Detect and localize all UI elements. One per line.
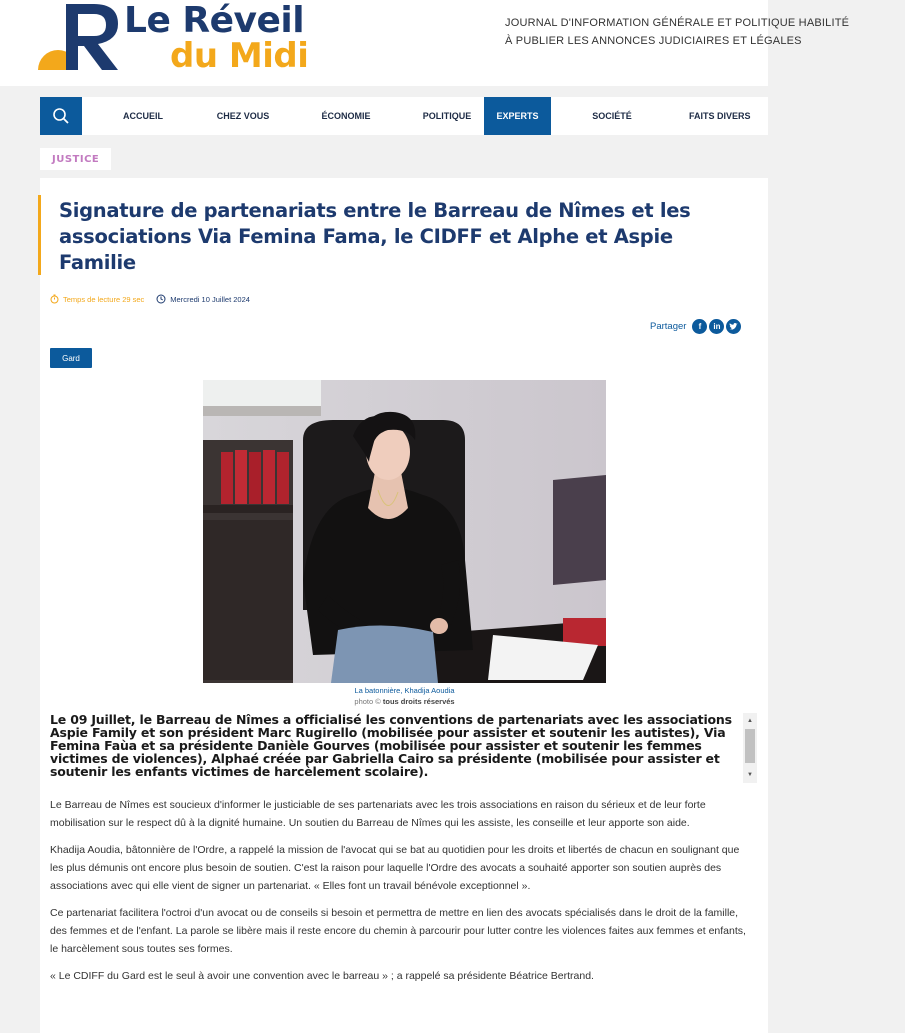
- logo-mark-icon: [38, 0, 128, 76]
- title-accent-bar: [38, 195, 41, 275]
- nav-item-chez-vous[interactable]: CHEZ VOUS: [216, 111, 270, 121]
- main-nav: [40, 97, 768, 135]
- scroll-thumb[interactable]: [745, 729, 755, 763]
- stopwatch-icon: [50, 294, 59, 304]
- search-icon: [52, 107, 70, 125]
- nav-item-experts[interactable]: EXPERTS: [484, 97, 551, 135]
- search-button[interactable]: [40, 97, 82, 135]
- scroll-up-icon[interactable]: ▲: [747, 718, 753, 724]
- photo-credit: [203, 697, 606, 706]
- twitter-share-icon[interactable]: [726, 319, 741, 334]
- body-paragraph: « Le CDIFF du Gard est le seul à avoir une convention avec le barreau » ; a rappelé sa présidente Béatrice Bertrand.: [50, 970, 594, 982]
- nav-item-societe[interactable]: SOCIÉTÉ: [592, 111, 632, 121]
- photo-caption: La batonnière, Khadija Aoudia: [354, 686, 455, 695]
- nav-item-economie[interactable]: ÉCONOMIE: [321, 111, 371, 121]
- site-header: [0, 0, 850, 86]
- linkedin-share-icon[interactable]: in: [709, 319, 724, 334]
- logo-text-line2: du Midi: [170, 36, 309, 76]
- photo-illustration: [203, 380, 606, 683]
- site-tagline: [505, 14, 905, 50]
- site-logo[interactable]: [38, 0, 308, 80]
- lead-scrollbar[interactable]: [743, 713, 757, 783]
- region-tag-button[interactable]: Gard: [50, 348, 92, 368]
- body-paragraph: Khadija Aoudia, bâtonnière de l'Ordre, a rappelé la mission de l'avocat qui se bat au quotidien pour les droits et libertés de chacun en soulignant que les plus démunis ont encore plus besoin de soutien. C'est la raison pour laquelle l'Ordre des avocats a souhaité apporter son soutien auprès des associations avec qui elle vient de signer un partenariat. « Elles font un travail bénévole exceptionnel ».: [50, 844, 740, 892]
- tagline-line2: À PUBLIER LES ANNONCES JUDICIAIRES ET LÉGALES: [505, 35, 802, 47]
- share-bar: [650, 319, 741, 334]
- article-photo: [203, 380, 606, 683]
- photo-credit-prefix: photo ©: [354, 697, 381, 706]
- share-label: Partager: [650, 321, 687, 332]
- nav-item-accueil[interactable]: ACCUEIL: [123, 111, 163, 121]
- scroll-down-icon[interactable]: ▼: [747, 772, 753, 778]
- article-body: [50, 796, 750, 994]
- reading-time: Temps de lecture 29 sec: [63, 294, 145, 304]
- body-paragraph: Le Barreau de Nîmes est soucieux d'informer le justiciable de ses partenariats avec les trois associations en raison du sérieux et de leur forte mobilisation sur le respect dû à la dignité humaine. Un soutien du Barreau de Nîmes qui les assiste, les conseille et leur apporte son aide.: [50, 799, 706, 829]
- category-tag[interactable]: JUSTICE: [40, 148, 111, 170]
- nav-item-faits-divers[interactable]: FAITS DIVERS: [689, 111, 751, 121]
- facebook-share-icon[interactable]: f: [692, 319, 707, 334]
- photo-credit-text: tous droits réservés: [382, 697, 455, 706]
- body-paragraph: Ce partenariat facilitera l'octroi d'un avocat ou de conseils si besoin et permettra de mettre en lien des avocats spécialisés dans le droit de la famille, des femmes et de l'enfant. La parole se libère mais il reste encore du chemin à parcourir pour lutter contre les violences faites aux femmes et enfants, le harcèlement sous toutes ses formes.: [50, 907, 746, 955]
- article-meta: [50, 294, 250, 304]
- article-lead: Le 09 Juillet, le Barreau de Nîmes a officialisé les conventions de partenariats avec les associations Aspie Family et son président Marc Rugirello (mobilisée pour assister et soutenir les autistes), Via Femina Faùa et sa présidente Danièle Gourves (mobilisée pour assister et soutenir les femmes victimes de violences), Alphaé créée par Gabriella Cairo sa présidente (mobilisée pour assister et soutenir les enfants victimes de harcèlement scolaire).: [50, 712, 732, 779]
- lead-scroll-box[interactable]: [50, 713, 758, 783]
- nav-item-politique[interactable]: POLITIQUE: [422, 111, 472, 121]
- publish-date: Mercredi 10 Juillet 2024: [170, 294, 250, 304]
- tagline-line1: JOURNAL D'INFORMATION GÉNÉRALE ET POLITIQUE HABILITÉ: [505, 17, 850, 29]
- article-title: Signature de partenariats entre le Barreau de Nîmes et les associations Via Femina Fama, le CIDFF et Alphe et Aspie Familie: [59, 199, 691, 274]
- clock-icon: [156, 294, 166, 304]
- logo-text-line1: Le Réveil: [124, 0, 305, 41]
